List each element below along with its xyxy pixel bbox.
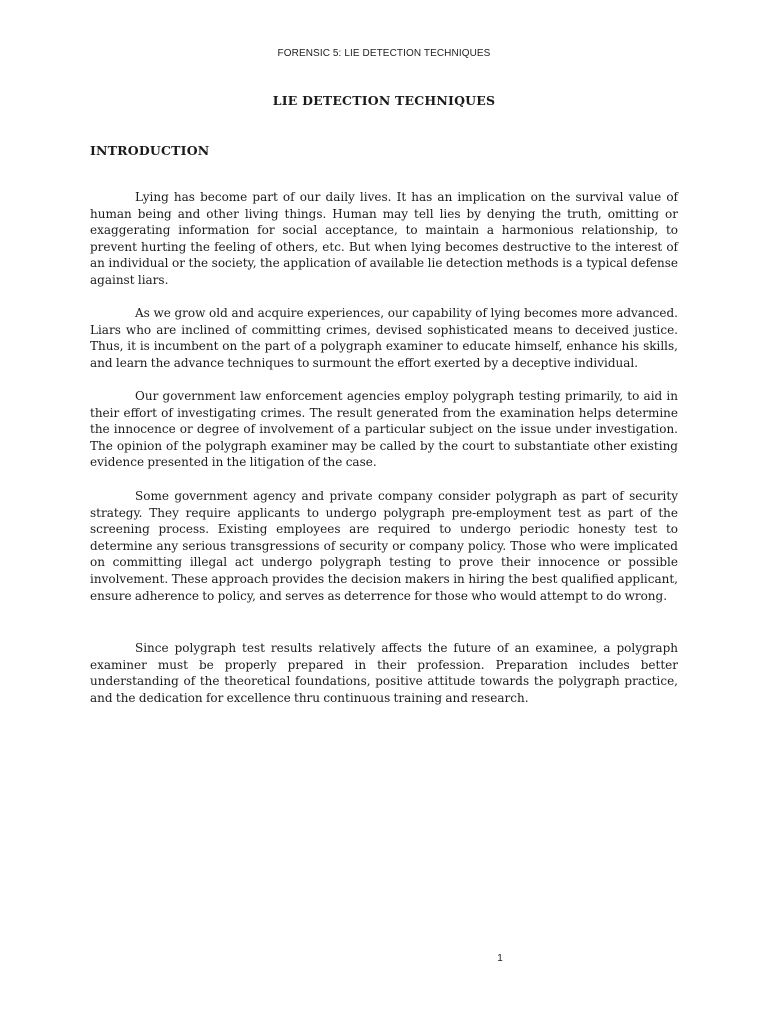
paragraph-1: Lying has become part of our daily lives. It has an implication on the survival value of human being and other living things. Human may tell lies by denying the truth, omitting or exaggerating information for social acceptance, to maintain a harmonious relationship, to prevent hurting the feeling of others, etc. But when lying becomes destructive to the interest of an individual or the society, the application of available lie detection methods is a typical defense against liars. bbox=[90, 190, 678, 287]
section-heading-introduction: INTRODUCTION bbox=[90, 143, 210, 158]
paragraph-5: Since polygraph test results relatively affects the future of an examinee, a polygraph examiner must be properly prepared in their profession. Preparation includes better understanding of the theoretical foundations, positive attitude towards the polygraph practice, and the dedication for excellence thru continuous training and research. bbox=[90, 641, 678, 705]
document-title: LIE DETECTION TECHNIQUES bbox=[272, 93, 496, 108]
page-number: 1 bbox=[497, 953, 503, 964]
paragraph-3: Our government law enforcement agencies employ polygraph testing primarily, to aid in their effort of investigating crimes. The result generated from the examination helps determine the innocence or degree of involvement of a particular subject on the issue under investigation. The opinion of the polygraph examiner may be called by the court to substantiate other existing evidence presented in the litigation of the case. bbox=[90, 389, 678, 470]
paragraph-4: Some government agency and private company consider polygraph as part of security strategy. They require applicants to undergo polygraph pre-employment test as part of the screening process. Existing employees are required to undergo periodic honesty test to determine any serious transgressions of security or company policy. Those who were implicated on committing illegal act undergo polygraph testing to prove their innocence or possible involvement. These approach provides the decision makers in hiring the best qualified applicant, ensure adherence to policy, and serves as deterrence for those who would attempt to do wrong. bbox=[90, 489, 678, 603]
paragraph-2: As we grow old and acquire experiences, our capability of lying becomes more advanced. Liars who are inclined of committing crimes, devised sophisticated means to deceived justice. Thus, it is incumbent on the part of a polygraph examiner to educate himself, enhance his skills, and learn the advance techniques to surmount the effort exerted by a deceptive individual. bbox=[90, 306, 678, 370]
running-header: FORENSIC 5: LIE DETECTION TECHNIQUES bbox=[277, 48, 491, 59]
